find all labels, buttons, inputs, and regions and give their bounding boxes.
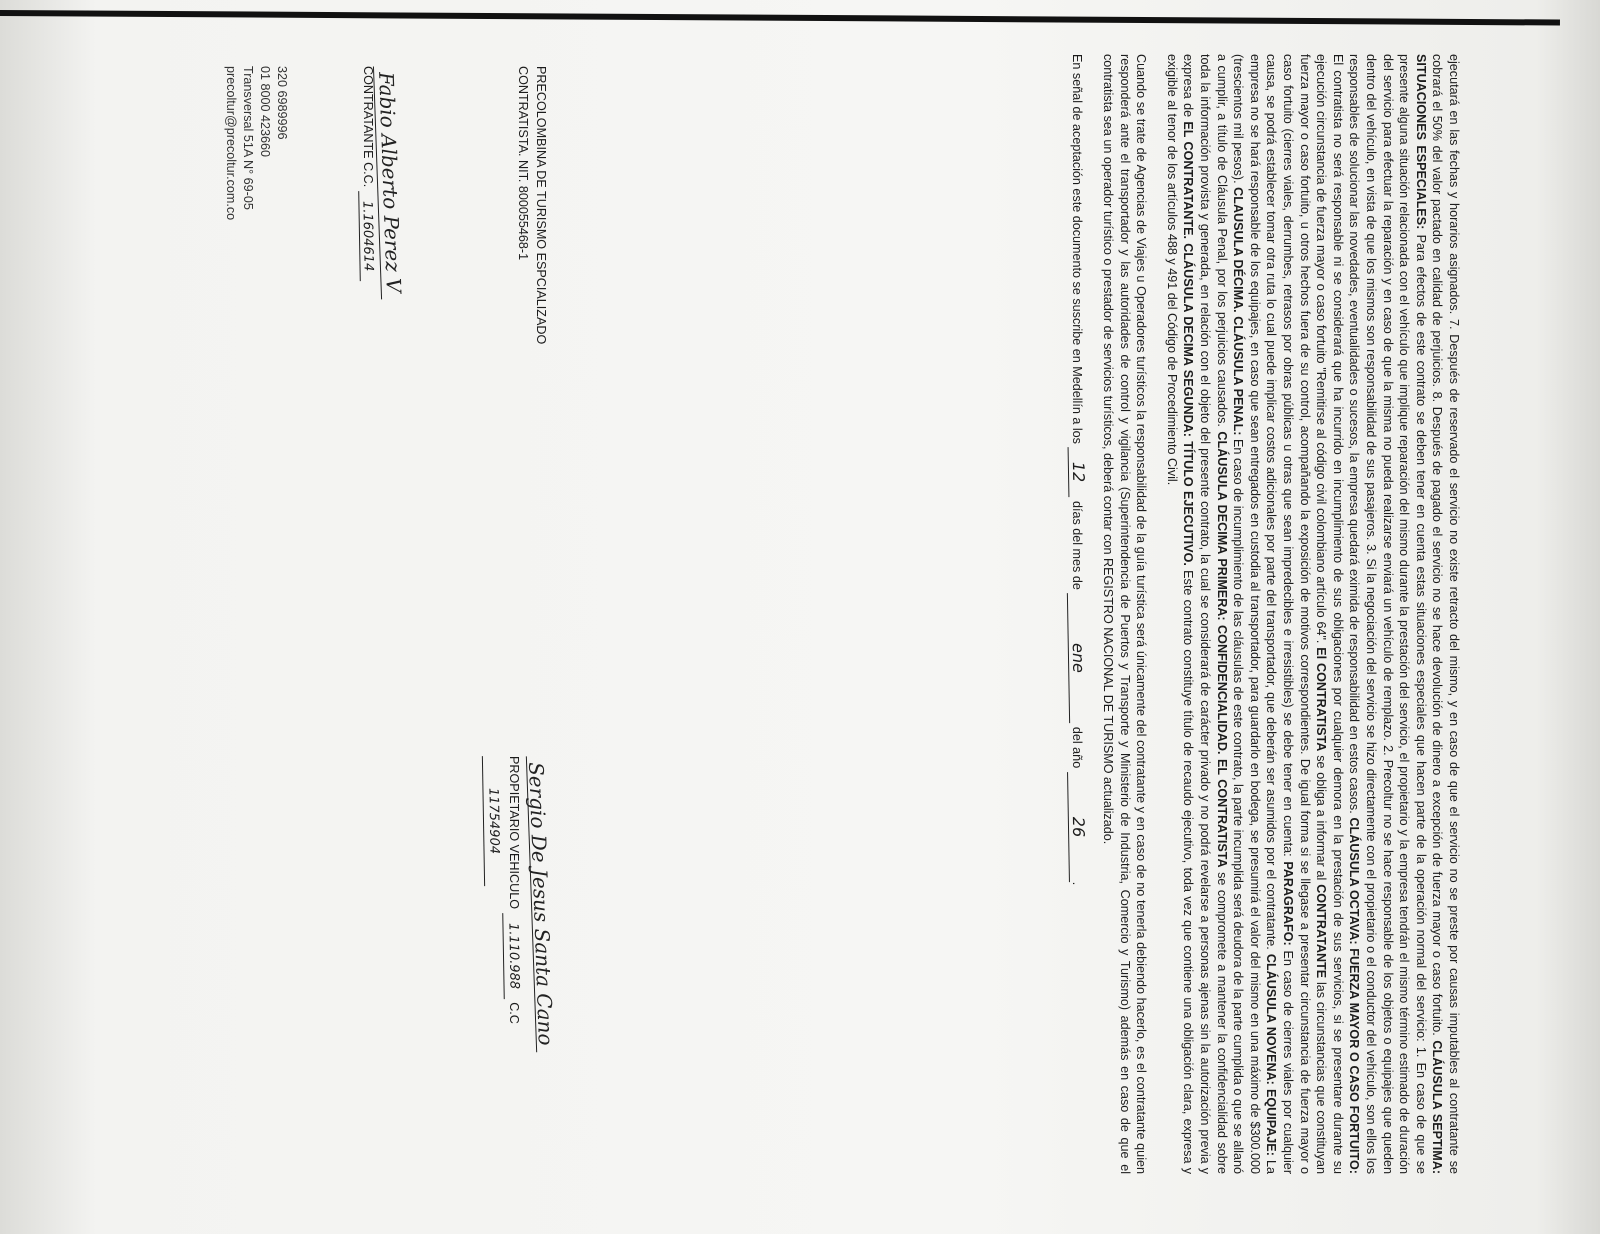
- contratante-label: CONTRATANTE: [1314, 884, 1329, 979]
- owner-handwritten-signature: Sergio De Jesus Santa Cano: [526, 756, 555, 1052]
- owner-cc-number: 11754904: [482, 756, 503, 886]
- contratante-cc: 1.1604614: [358, 191, 376, 282]
- acceptance-text-b: días del mes de: [1069, 500, 1084, 590]
- contract-body: [1054, 54, 1462, 1174]
- clause-7-text: Para efectos de este contrato se deben tener en cuenta estas situaciones especiales que hacen parte de la operación normal del servicio: 1. En caso de que se presente alguna situación relacionada con el vehículo que implique reparación del mismo durante la prestación del servicio, el propietario y la empresa tendrán el mismo término estimado de duración del servicio para efectuar la reparación y en caso de que la misma no pueda realizarse enviará un vehículo de remplazo. 2. Precoltur no se hace responsable de los objetos o equipajes que queden dentro del vehículo, en vista de que los mismos son responsabilidad de sus pasajeros. 3. Si la negociación del servicio se hizo directamente con el propietario o el conductor del vehículo, son ellos los responsables de solucionar las novedades, eventualidades o sucesos, la empresa quedará eximida de responsabilidad en estos casos.: [1347, 54, 1428, 1174]
- contratista-role: CONTRATISTA. NIT. 800055468-1: [516, 66, 530, 261]
- contratista-signature-block: [514, 66, 550, 344]
- contact-footer: [222, 66, 290, 220]
- acceptance-line: [1068, 54, 1086, 1174]
- contratante-label-2: EL CONTRATANTE.: [1181, 121, 1196, 239]
- footer-email: precoltur@precoltur.com.co: [224, 66, 238, 221]
- contratante-signature-block: [359, 66, 406, 299]
- contratante-role: CONTRATANTE C.C.: [361, 66, 375, 188]
- acceptance-month: ene: [1067, 593, 1087, 723]
- acceptance-text-a: En señal de aceptación este documento se suscribe en Medellín a los: [1069, 54, 1084, 444]
- clause-11-text: se compromete a mantener la confidencialidad sobre toda la información provista y generada, en relación con el objeto del presente contrato, la cual se considerará de carácter privado y no podrá revelarse a personas ajenas sin la autorización previa y expresa de: [1181, 54, 1229, 1175]
- clause-12-title: CLÁUSULA DECIMA SEGUNDA: TÍTULO EJECUTIVO.: [1181, 243, 1196, 566]
- acceptance-year: 26: [1067, 772, 1087, 882]
- clause-10-title: CLAUSULA DÉCIMA. CLÁUSULA PENAL:: [1231, 187, 1246, 436]
- clause-8-text-b: se obliga a informar al: [1314, 755, 1329, 881]
- clause-11-title: CLÁUSULA DECIMA PRIMERA: CONFIDENCIALIDAD.: [1214, 431, 1229, 755]
- acceptance-period: .: [1069, 881, 1084, 886]
- owner-cc-label: C.C: [507, 1002, 521, 1024]
- paragrafo-title: PARAGRAFO:: [1281, 861, 1296, 946]
- owner-role: PROPIETARIO VEHICULO: [507, 756, 521, 910]
- paragraph-7-8: [1163, 54, 1462, 1174]
- clause-8-text-c: las circunstancias que constituyan fuerza mayor o caso fortuito, u otros hechos fuera de su control, acompañando la exposición de motivos correspondientes. De igual forma si se llegase a presentar circunstancia de fuerza mayor o caso fortuito (cierres viales, derrumbes, retrasos por obras públicas u otras que sean impredecibles e irresistibles) se debe tener en cuenta:: [1281, 54, 1329, 1175]
- owner-role-line: [483, 756, 523, 1116]
- clause-8-text: El contratista no será responsable ni se considerará que ha incurrido en incumplimiento de sus obligaciones por cualquier demora en la prestación de sus servicios, si se presentare durante su ejecución circunstancia de fuerza mayor o caso fortuito "Remitirse al código civil colombiano artículo 64".: [1314, 54, 1345, 1174]
- owner-cc-handwritten: 1.110.988: [502, 912, 523, 998]
- contratante-handwritten-signature: Fabio Alberto Perez V: [373, 66, 406, 299]
- footer-phone: 320 6989996: [275, 66, 289, 140]
- owner-signature-block: [483, 756, 558, 1116]
- contratista-label: El CONTRATISTA: [1314, 647, 1329, 752]
- paragrafo-text: En caso de cierres viales por cualquier causa, se podrá establecer tomar otra ruta lo cual puede implicar costos adicionales por parte del transportador, que deberán ser asumidos por el contratante.: [1264, 54, 1296, 1175]
- clause-7-8-text: ejecutará en las fechas y horarios asignados. 7. Después de reservado el servicio no existe retracto del mismo, y en caso de que el servicio no se preste por causas imputables al contratante se cobrará el 50% del valor pactado en calidad de perjuicios. 8. Después de pagado el servicio no se hace devolución de dinero a excepción de fuerza mayor o caso fortuito.: [1430, 54, 1461, 1174]
- contratante-role-line: [359, 66, 375, 299]
- clause-9-text: La empresa no se hará responsable de los equipajes, en caso que sean entregados en custodia al transportador, para guardarlo en bodega, se presumirá el valor del mismo en una máximo de $300.000 (trescientos mil pesos).: [1231, 54, 1279, 1175]
- acceptance-text-c: del año: [1069, 726, 1084, 769]
- clause-7-title: CLÁUSULA SEPTIMA: SITUACIONES ESPECIALES:: [1413, 54, 1445, 1175]
- contratista-name: PRECOLOMBINA DE TURISMO ESPCIALIZADO: [534, 66, 548, 345]
- contratista-label-2: EL CONTRATISTA: [1214, 758, 1229, 868]
- clause-12-text: Este contrato constituye título de recaudo ejecutivo, toda vez que contiene una obligación clara, expresa y exigible al tenor de los artículos 488 y 491 del Código de Procedimiento Civil.: [1164, 54, 1196, 1175]
- clause-8-title: CLÁUSULA OCTAVA: FUERZA MAYOR O CASO FORTUITO:: [1347, 817, 1362, 1174]
- clause-9-title: CLÁUSULA NOVENA: EQUIPAJE:: [1264, 953, 1279, 1156]
- signature-section: [410, 66, 558, 1116]
- paragraph-agencies: Cuando se trate de Agencias de Viajes u Operadores turísticos la responsabilidad de la guía turística será únicamente del contratante y en caso de no tenerla debiendo hacerlo, es el contratante quien responderá ante el transportador y las autoridades de control y vigilancia (Superintendencia de Puertos y Transporte y Ministerio de Industria, Comercio y Turismo) además en caso de que el contratista sea un operador turístico o prestador de servicios turísticos, deberá contar con REGISTRO NACIONAL DE TURISMO actualizado.: [1101, 54, 1149, 1174]
- clause-10-text: En caso de incumplimiento de las cláusulas de este contrato, la parte incumplida será deudora de la parte cumplida o que se allanó a cumplir, a título de Cláusula Penal, por los perjuicios causados.: [1214, 54, 1246, 1174]
- footer-toll-free: 01 8000 423660: [258, 66, 272, 158]
- contract-page: [20, 0, 1580, 1234]
- acceptance-day: 12: [1068, 447, 1086, 497]
- footer-address: Transversal 51A N° 69-05: [241, 66, 255, 210]
